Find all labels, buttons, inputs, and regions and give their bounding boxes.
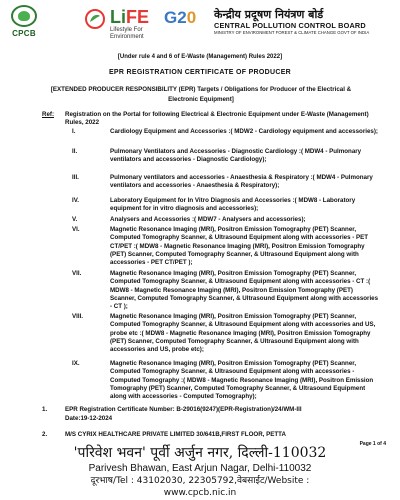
header-logos <box>0 0 400 46</box>
organization-header <box>214 9 396 36</box>
certificate-item-number: 2. <box>42 431 48 438</box>
list-item-number: I. <box>72 128 76 135</box>
list-item-number: II. <box>72 148 78 155</box>
rule-reference-line: [Under rule 4 and 6 of E-Waste (Management) Rules 2022] <box>117 54 283 60</box>
list-item-number: VII. <box>72 270 82 277</box>
reference-text: Registration on the Portal for following Electrical & Electronic Equipment under E-Waste (Management) Rules, 2022 <box>65 111 369 126</box>
list-item-number: VI. <box>72 226 80 233</box>
list-item: Magnetic Resonance Imaging (MRI), Positron Emission Tomography (PET) Scanner, Computed Tomography Scanner, & Ultrasound Equipment along with accessories - CT :( MDW8 - Magnetic Resonance Imaging (MRI), Positron Emission Tomography (PET) Scanner, Computed Tomography Scanner, & Ultrasound Equipment along with accessories - CT ); <box>110 270 379 311</box>
producer-address-line: M/S CYRIX HEALTHCARE PRIVATE LIMITED 30/641B,FIRST FLOOR, PETTA <box>65 431 286 438</box>
list-item: Pulmonary Ventilators and Accessories - Diagnostic Cardiology :( MDW4 - Pulmonary ventilators and accessories - Diagnostic Cardiology); <box>110 148 362 164</box>
list-item: Cardiology Equipment and Accessories :( MDW2 - Cardiology equipment and accessories); <box>110 128 378 135</box>
g20-word-part-2: 0 <box>186 8 197 27</box>
certificate-item-number: 1. <box>42 406 48 413</box>
footer-english-address: Parivesh Bhawan, East Arjun Nagar, Delhi-110032 <box>88 463 312 474</box>
list-item-number: IV. <box>72 197 79 204</box>
footer <box>70 444 330 499</box>
list-item: Analysers and Accessories :( MDW7 - Analysers and accessories); <box>110 216 306 223</box>
footer-contact: दूरभाष/Tel : 43102030, 22305792,वेबसाईट/Website : www.cpcb.nic.in <box>90 476 310 498</box>
list-item: Magnetic Resonance Imaging (MRI), Positron Emission Tomography (PET) Scanner, Computed Tomography Scanner, & Ultrasound Equipment along with accessories - Computed Tomography :( MDW8 - Magnetic Resonance Imaging (MRI), Positron Emission Tomography (PET) Scanner, Computed Tomography Scanner, & Ultrasound Equipment along with accessories - Computed Tomography); <box>110 360 374 401</box>
ministry-line: MINISTRY OF ENVIRONMENT FOREST & CLIMATE CHANGE GOVT OF INDIA <box>214 30 370 35</box>
list-item: Magnetic Resonance Imaging (MRI), Positron Emission Tomography (PET) Scanner, Computed Tomography Scanner, & Ultrasound Equipment along with accessories and US, probe etc :( MDW8 - Magnetic Resonance Imaging (MRI), Positron Emission Tomography (PET) Scanner, Computed Tomography Scanner, & Ultrasound Equipment along with accessories and US, probe etc); <box>110 313 376 354</box>
page-number: Page 1 of 4 <box>359 441 386 447</box>
cpcb-label: CPCB <box>12 29 36 38</box>
g20-word-part-1: G2 <box>164 8 187 27</box>
list-item: Magnetic Resonance Imaging (MRI), Positron Emission Tomography (PET) Scanner, Computed Tomography Scanner, & Ultrasound Equipment along with accessories - PET CT/PET :( MDW8 - Magnetic Resonance Imaging (MRI), Positron Emission Tomography (PET) Scanner, Computed Tomography Scanner, & Ultrasound Equipment along with accessories - PET CT/PET ); <box>110 226 369 267</box>
life-wordmark <box>110 8 149 26</box>
hindi-org-title: केन्द्रीय प्रदूषण नियंत्रण बोर्ड <box>214 8 324 21</box>
document-title: EPR REGISTRATION CERTIFICATE OF PRODUCER <box>108 69 292 76</box>
cpcb-logo <box>9 5 39 38</box>
list-item: Pulmonary ventilators and accessories - Anaesthesia & Respiratory :( MDW4 - Pulmonary ventilators and accessories - Anaesthesia & Respiratory); <box>110 174 373 190</box>
english-org-title: CENTRAL POLLUTION CONTROL BOARD <box>214 21 366 30</box>
life-word-part-1: Li <box>110 7 126 27</box>
list-item-number: IX. <box>72 360 80 367</box>
document-subtitle: [EXTENDED PRODUCER RESPONSIBILITY (EPR) Targets / Obligations for Producer of the Electrical & Electronic Equipment] <box>50 86 352 103</box>
list-item-number: V. <box>72 216 78 223</box>
cpcb-emblem-icon <box>11 5 37 27</box>
life-word-part-2: FE <box>126 7 150 27</box>
life-logo <box>84 8 164 42</box>
g20-wordmark <box>164 9 208 27</box>
certificate-date: Date:19-12-2024 <box>65 415 113 422</box>
certificate-number-line: EPR Registration Certificate Number: B-29016(9247)(EPR-Registration)/24/WM-III <box>65 406 302 413</box>
g20-logo <box>164 9 208 37</box>
life-tagline: Lifestyle For Environment <box>110 27 144 40</box>
life-leaf-icon <box>84 8 106 30</box>
list-item: Laboratory Equipment for In Vitro Diagnosis and Accessories :( MDW8 - Laboratory equipment for in vitro diagnosis and accessories); <box>110 197 356 213</box>
footer-hindi-address: 'परिवेश भवन' पूर्वी अर्जुन नगर, दिल्ली-110032 <box>73 445 327 461</box>
reference-label: Ref: <box>42 111 55 118</box>
list-item-number: III. <box>72 174 79 181</box>
list-item-number: VIII. <box>72 313 84 320</box>
